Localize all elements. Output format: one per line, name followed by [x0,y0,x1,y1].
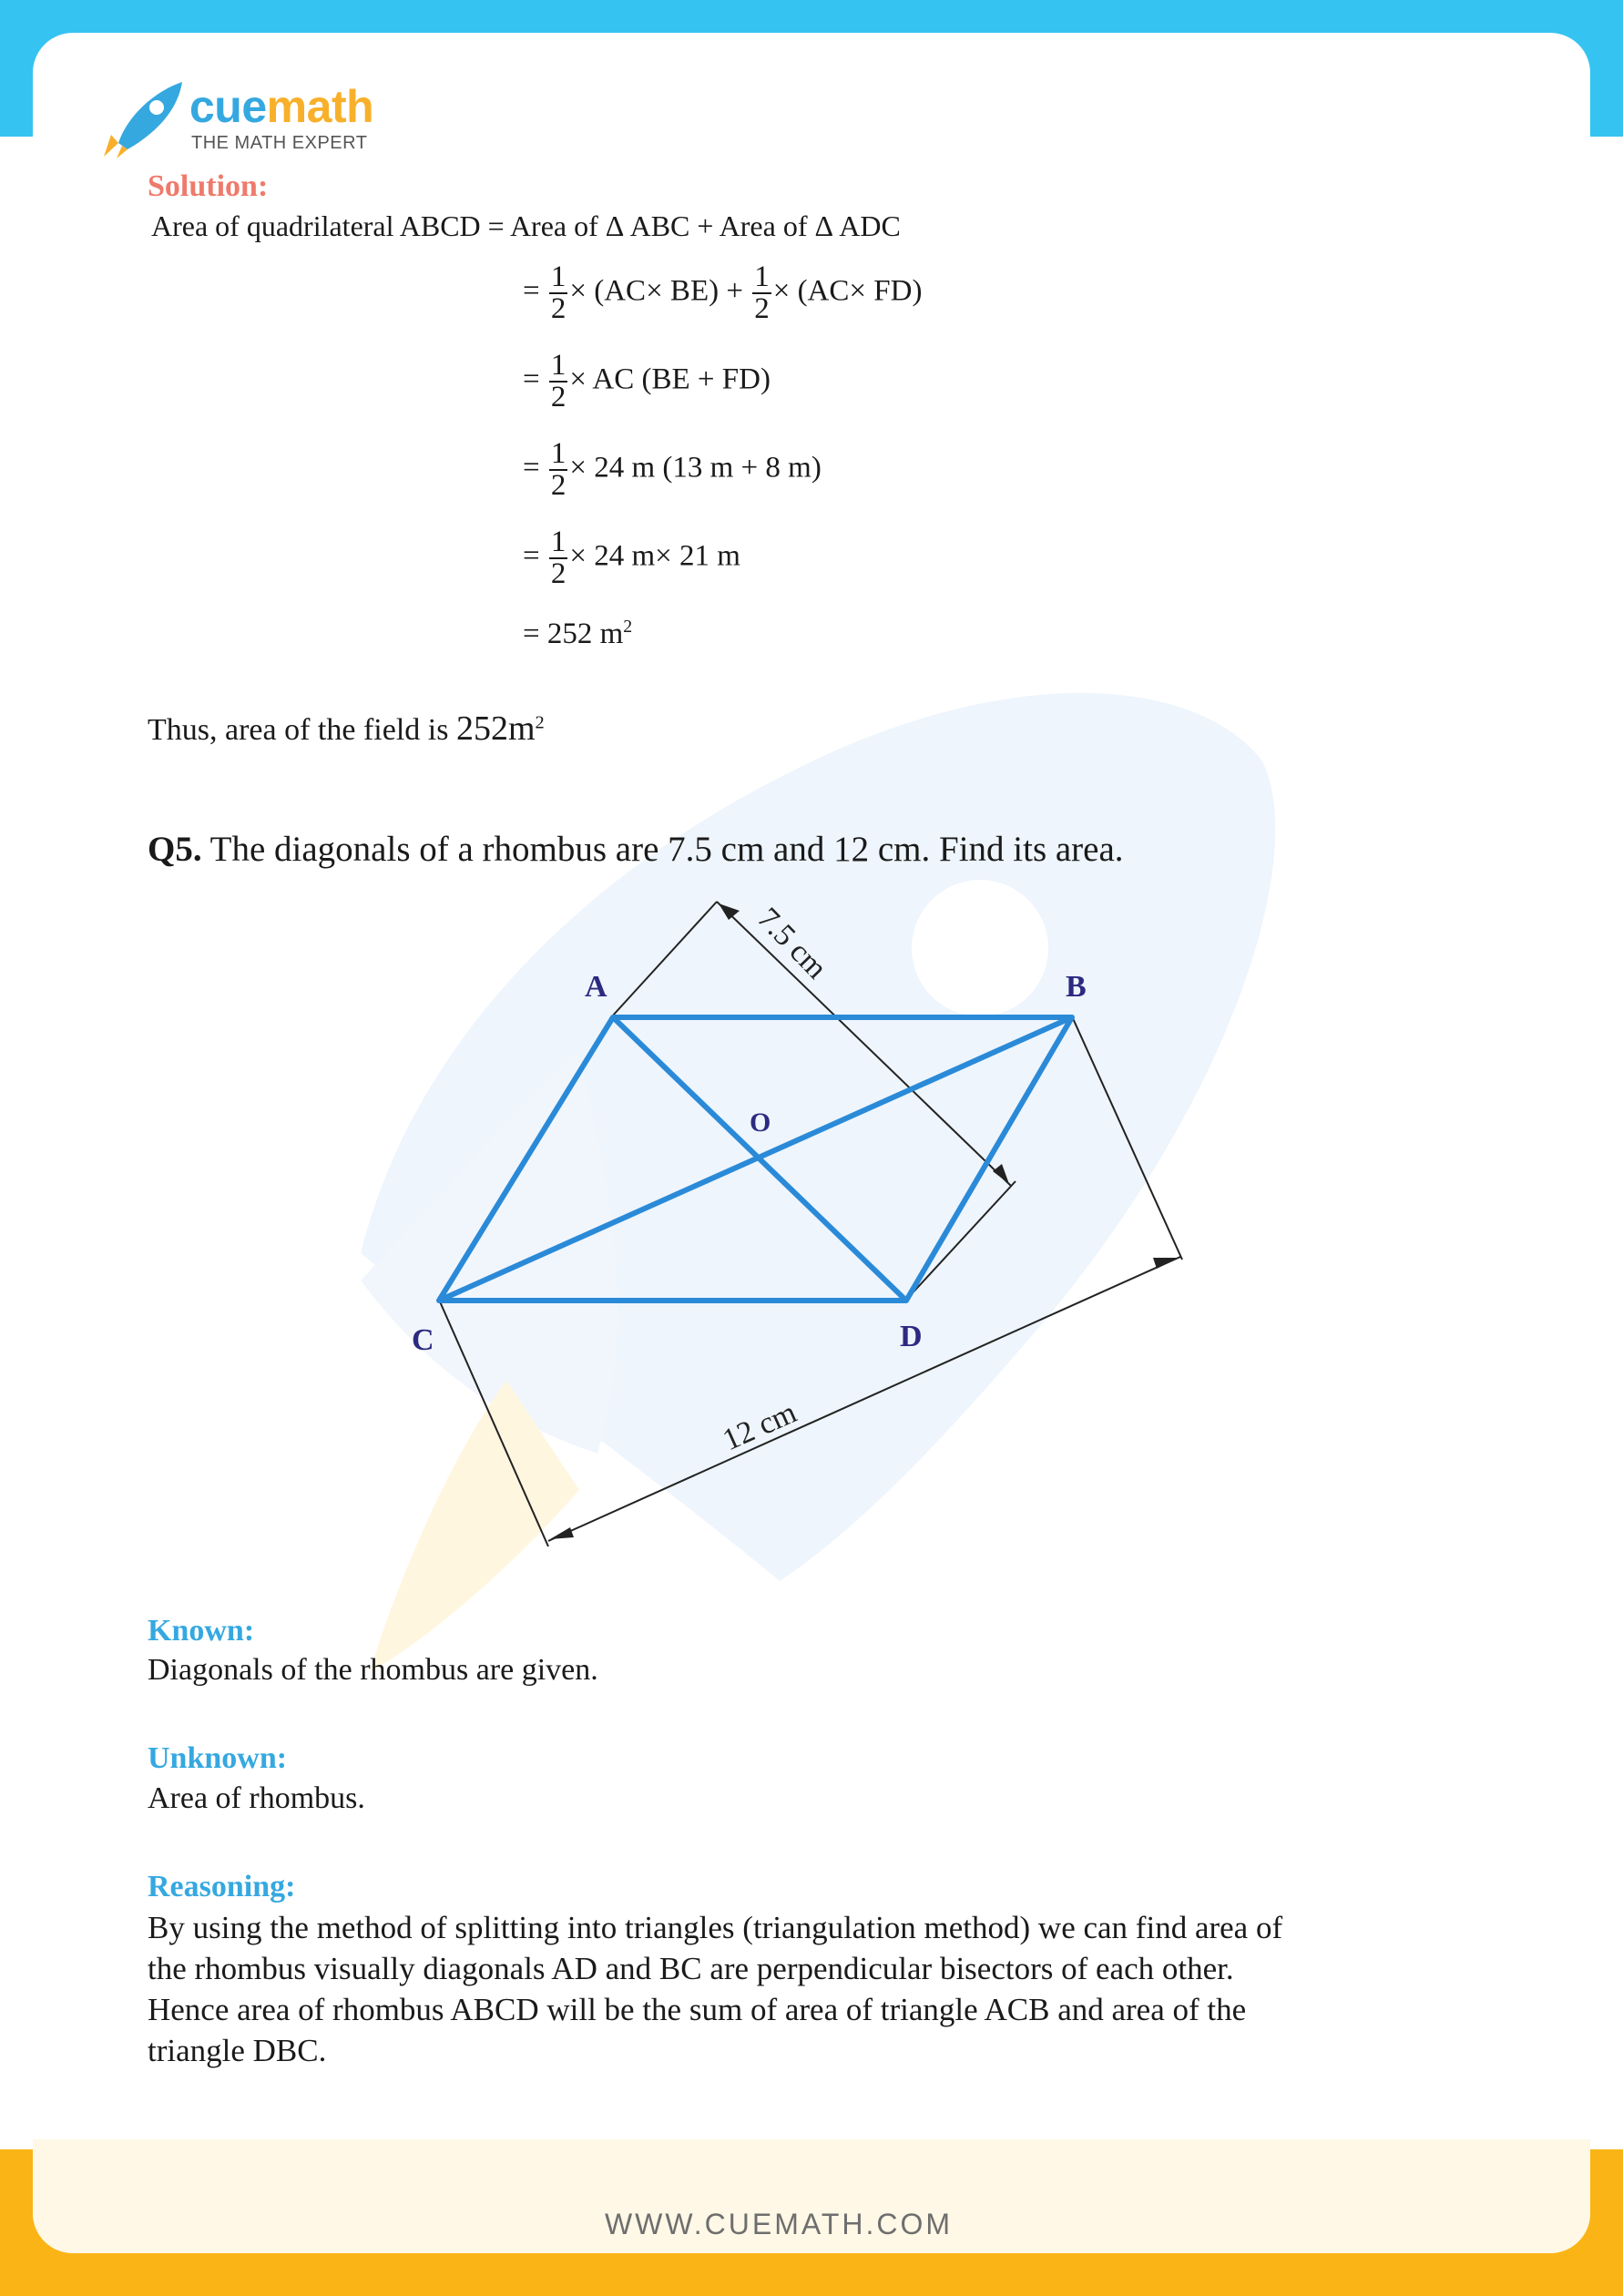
unknown-text: Area of rhombus. [148,1781,365,1815]
dim-arrow [719,903,740,920]
dim-extension-line [908,1181,1016,1298]
known-text: Diagonals of the rhombus are given. [148,1653,598,1687]
final-exponent: 2 [623,617,633,637]
step-text: × (AC× FD) [772,274,923,308]
fraction-denominator: 2 [550,292,567,325]
dim-extension-line [439,1300,548,1546]
step-text: × (AC× BE) + [569,274,743,308]
footer-url: WWW.CUEMATH.COM [604,2208,954,2240]
conclusion-exponent: 2 [535,712,545,733]
fraction-denominator: 2 [550,469,567,502]
dim-line-short [717,902,1011,1186]
equals-sign: = [523,274,540,308]
brand-tagline: THE MATH EXPERT [191,133,368,153]
conclusion-value: 252m [455,709,536,748]
conclusion-text: Thus, area of the field is [148,713,449,747]
step-text: × AC (BE + FD) [569,362,771,396]
fraction-denominator: 2 [550,557,567,590]
question-text: The diagonals of a rhombus are 7.5 cm and 12 cm. Find its area. [209,830,1124,869]
dim-extension-line [612,902,717,1016]
reasoning-line: By using the method of splitting into triangles (triangulation method) we can find area of [148,1910,1283,1945]
vertex-label-b: B [1066,970,1087,1004]
reasoning-line: triangle DBC. [148,2033,327,2068]
solution-equation-line: Area of quadrilateral ABCD = Area of Δ ABC + Area of Δ ADC [151,209,901,242]
step-text: × 24 m (13 m + 8 m) [569,451,822,485]
step-text: × 24 m× 21 m [569,539,740,573]
fraction-numerator: 1 [550,526,567,558]
brand-part-2: math [266,81,374,132]
unknown-heading: Unknown: [148,1741,288,1775]
dim-arrow [993,1164,1009,1184]
reasoning-heading: Reasoning: [148,1870,296,1903]
dim-extension-line [1072,1016,1182,1260]
fraction-denominator: 2 [754,292,770,325]
brand-part-1: cue [189,81,267,132]
vertex-label-a: A [585,970,607,1004]
fraction-numerator: 1 [754,260,770,293]
reasoning-line: the rhombus visually diagonals AD and BC are perpendicular bisectors of each other. [148,1951,1234,1986]
fraction-numerator: 1 [550,349,567,382]
vertex-label-d: D [900,1320,923,1353]
diagonal-bc [439,1017,1072,1301]
fraction-numerator: 1 [550,437,567,470]
solution-heading: Solution: [148,169,269,203]
dim-label-long: 12 cm [718,1395,802,1458]
fraction-denominator: 2 [550,381,567,413]
reasoning-paragraph [148,1907,1495,2071]
center-label-o: O [750,1107,771,1138]
dim-label-short: 7.5 cm [750,901,834,986]
equals-sign: = [523,362,540,396]
question-label: Q5. [148,830,202,869]
equals-sign: = [523,451,540,485]
equals-sign: = [523,539,540,573]
final-value: = 252 m [523,617,624,650]
reasoning-line: Hence area of rhombus ABCD will be the sum of area of triangle ACB and area of the [148,1992,1247,2027]
fraction-numerator: 1 [550,260,567,293]
vertex-label-c: C [412,1323,434,1357]
dim-arrow [550,1527,574,1539]
dim-arrow [1153,1258,1179,1269]
known-heading: Known: [148,1614,255,1648]
